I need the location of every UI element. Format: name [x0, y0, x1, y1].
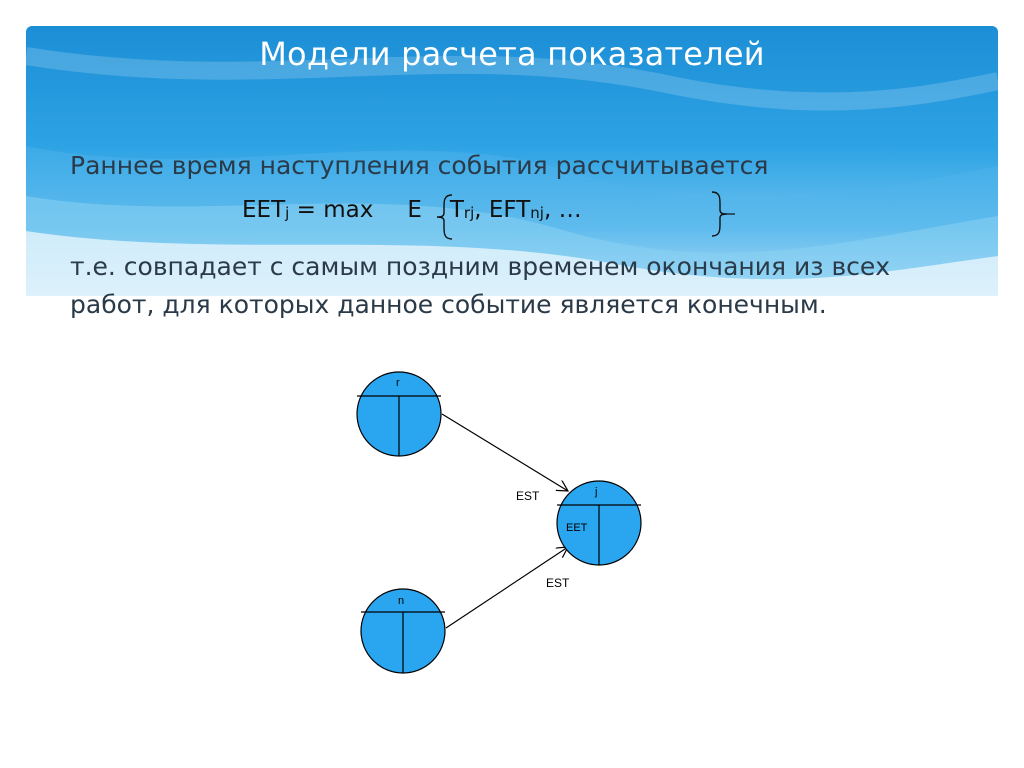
edge-label-r-j: EST: [516, 489, 540, 503]
formula-lhs: EET: [242, 197, 286, 223]
formula-eft-sub: nj: [530, 204, 544, 222]
body-line-3: т.е. совпадает с самым поздним временем окончания из всех работ, для которых данное событие является конечным.: [70, 252, 891, 319]
formula-eft: , EFT: [474, 197, 531, 223]
formula-t-sub: rj: [463, 204, 475, 222]
node-j-eet-label: EET: [566, 522, 588, 534]
node-r-label: r: [396, 377, 400, 389]
node-n-label: n: [398, 595, 405, 607]
body-line-1: Раннее время наступления события рассчитывается: [70, 151, 769, 180]
node-r: [357, 372, 441, 456]
formula-equals-max: = max: [289, 197, 374, 223]
slide-title: Модели расчета показателей: [259, 35, 765, 73]
formula-lhs-sub: j: [285, 204, 290, 222]
edge-label-n-j: EST: [546, 576, 570, 590]
formula-e-symbol: E: [407, 197, 422, 223]
node-n: [361, 589, 445, 673]
edge-r-to-j: [442, 414, 568, 491]
formula-t: T: [449, 197, 464, 223]
formula-tail: , …: [543, 197, 582, 223]
node-j: [557, 481, 641, 565]
node-j-label: j: [595, 486, 598, 498]
